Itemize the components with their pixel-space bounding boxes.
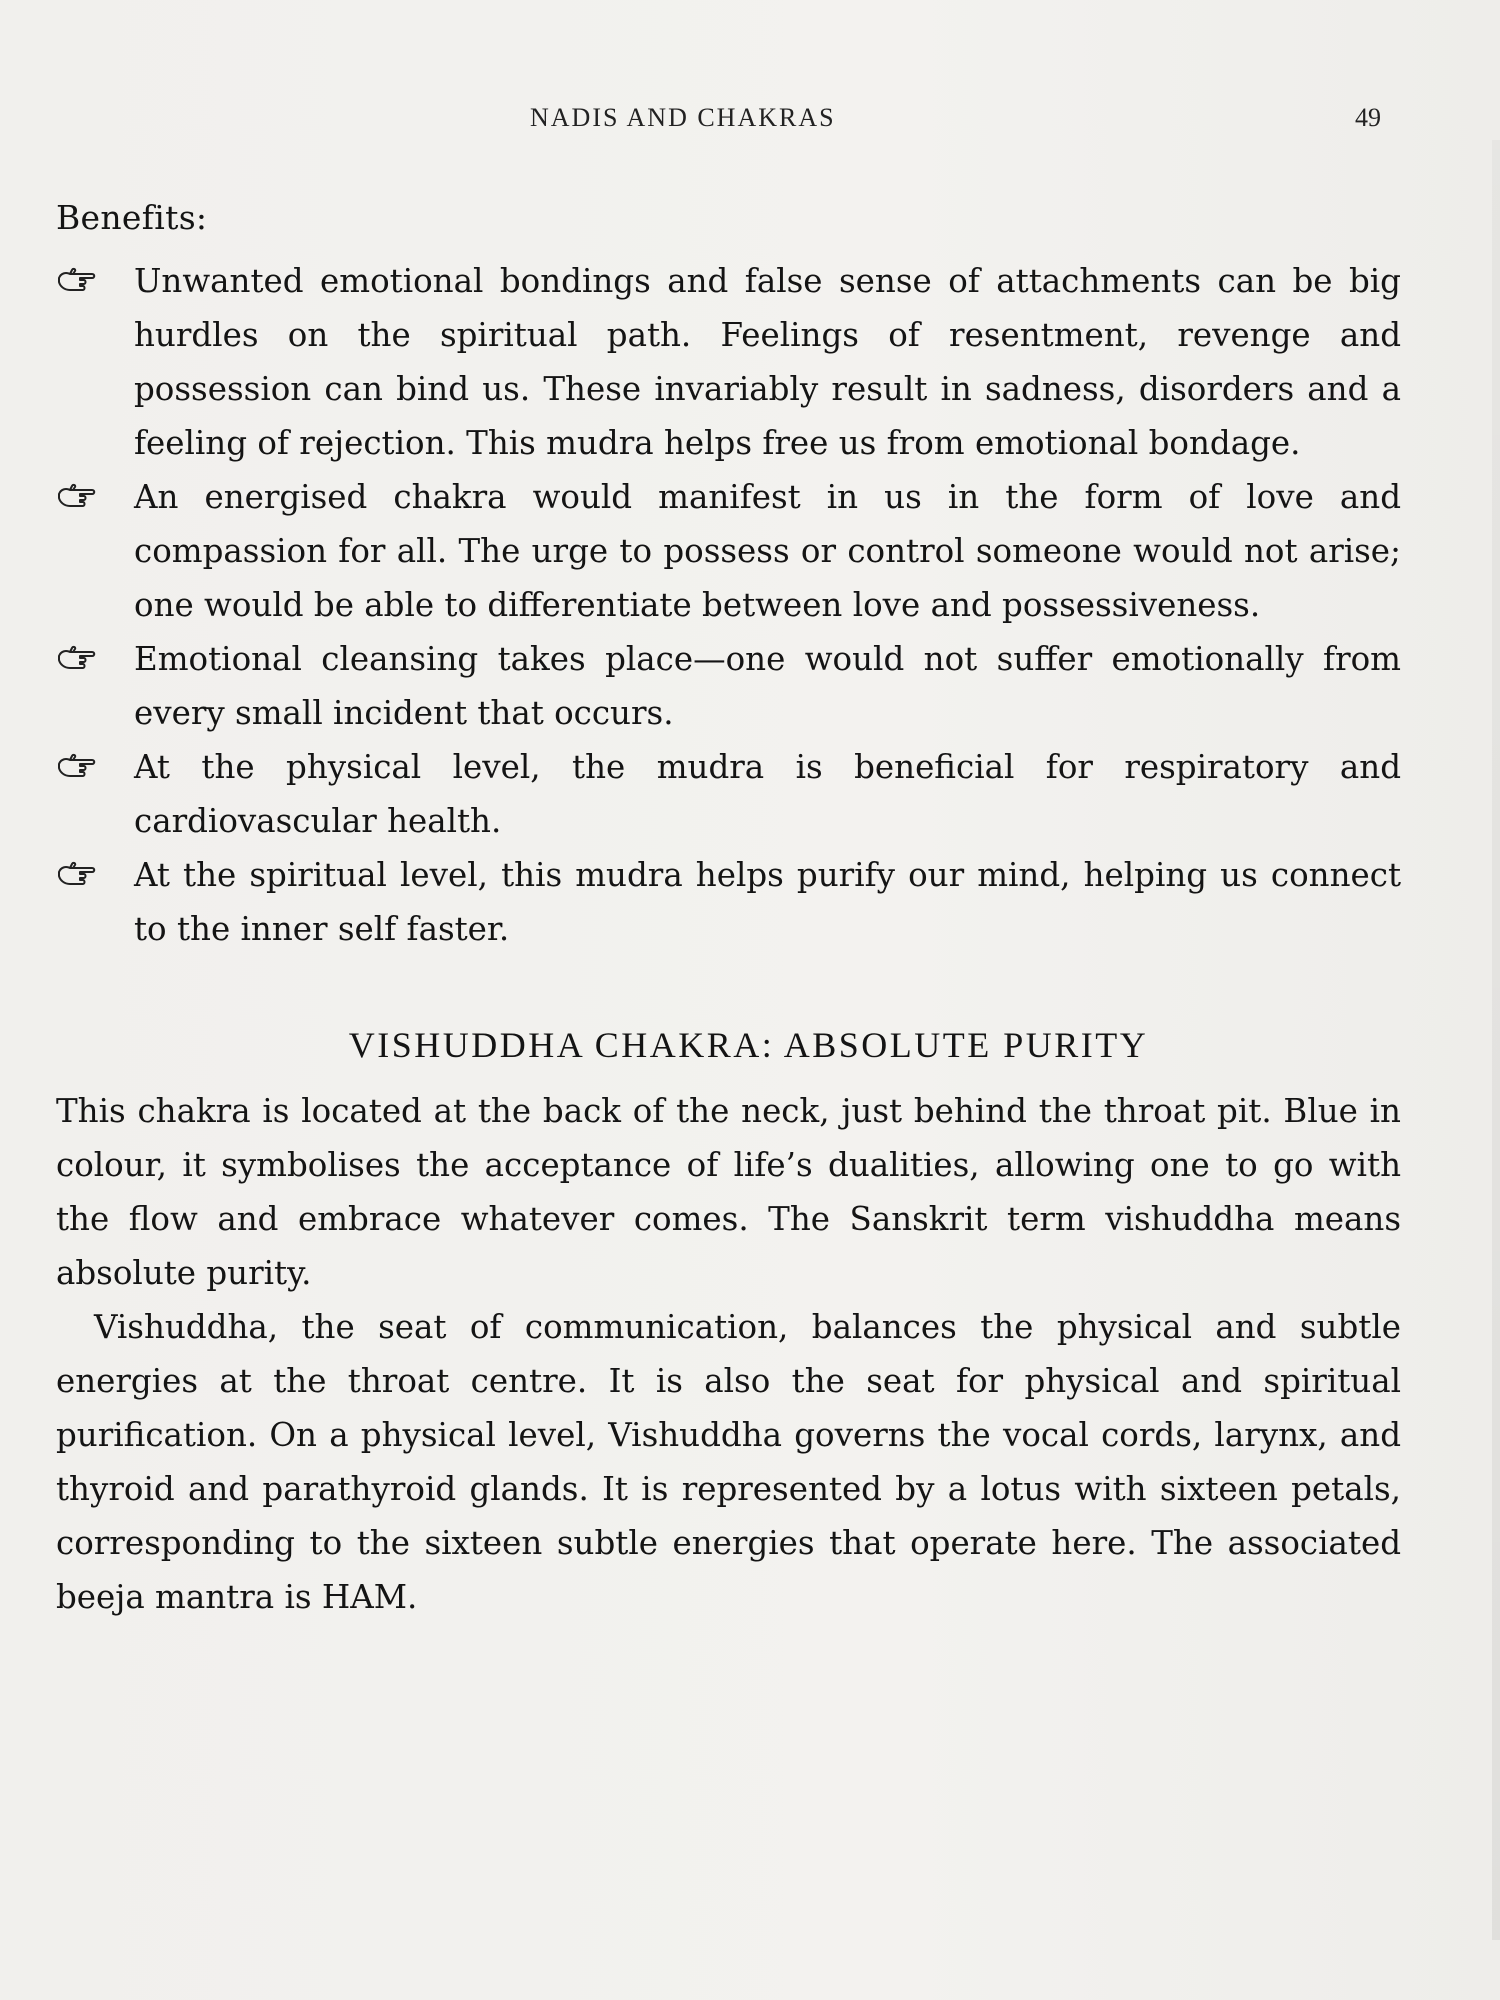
page-number: 49 — [1355, 103, 1381, 132]
benefit-text: An energised chakra would manifest in us in the form of love and compassion for all. The urge to possess or control someone would not arise; one would be able to differentiate between love and possessiveness. — [134, 478, 1401, 624]
pointing-hand-icon — [58, 644, 98, 672]
list-item — [56, 254, 1401, 470]
benefit-text: At the physical level, the mudra is beneficial for respiratory and cardiovascular health. — [134, 748, 1401, 840]
pointing-hand-icon — [58, 752, 98, 780]
section-title: VISHUDDHA CHAKRA: ABSOLUTE PURITY — [348, 1025, 1149, 1065]
list-item — [56, 740, 1401, 848]
running-head: NADIS AND CHAKRAS — [530, 103, 836, 132]
pointing-hand-icon — [58, 266, 98, 294]
benefits-list — [56, 254, 1401, 956]
page-edge-shadow — [1492, 140, 1500, 1940]
page-header — [0, 103, 1500, 143]
body-paragraph: This chakra is located at the back of the neck, just behind the throat pit. Blue in colour, it symbolises the acceptance of life’s dualities, allowing one to go with the flow and embrace whatever comes. The Sanskrit term vishuddha means absolute purity. — [56, 1092, 1401, 1292]
list-item — [56, 848, 1401, 956]
list-item — [56, 470, 1401, 632]
list-item — [56, 632, 1401, 740]
benefit-text: Emotional cleansing takes place—one would not suffer emotionally from every small incident that occurs. — [134, 640, 1401, 732]
benefits-heading: Benefits: — [56, 198, 208, 237]
page-body — [56, 196, 1401, 1624]
benefit-text: At the spiritual level, this mudra helps purify our mind, helping us connect to the inner self faster. — [134, 856, 1401, 948]
body-paragraph: Vishuddha, the seat of communication, balances the physical and subtle energies at the throat centre. It is also the seat for physical and spiritual purification. On a physical level, Vishuddha governs the vocal cords, larynx, and thyroid and parathyroid glands. It is represented by a lotus with sixteen petals, corresponding to the sixteen subtle energies that operate here. The associated beeja mantra is HAM. — [56, 1308, 1401, 1616]
pointing-hand-icon — [58, 482, 98, 510]
pointing-hand-icon — [58, 860, 98, 888]
benefit-text: Unwanted emotional bondings and false sense of attachments can be big hurdles on the spiritual path. Feelings of resentment, revenge and possession can bind us. These invariably result in sadness, disorders and a feeling of rejection. This mudra helps free us from emotional bondage. — [134, 262, 1401, 462]
